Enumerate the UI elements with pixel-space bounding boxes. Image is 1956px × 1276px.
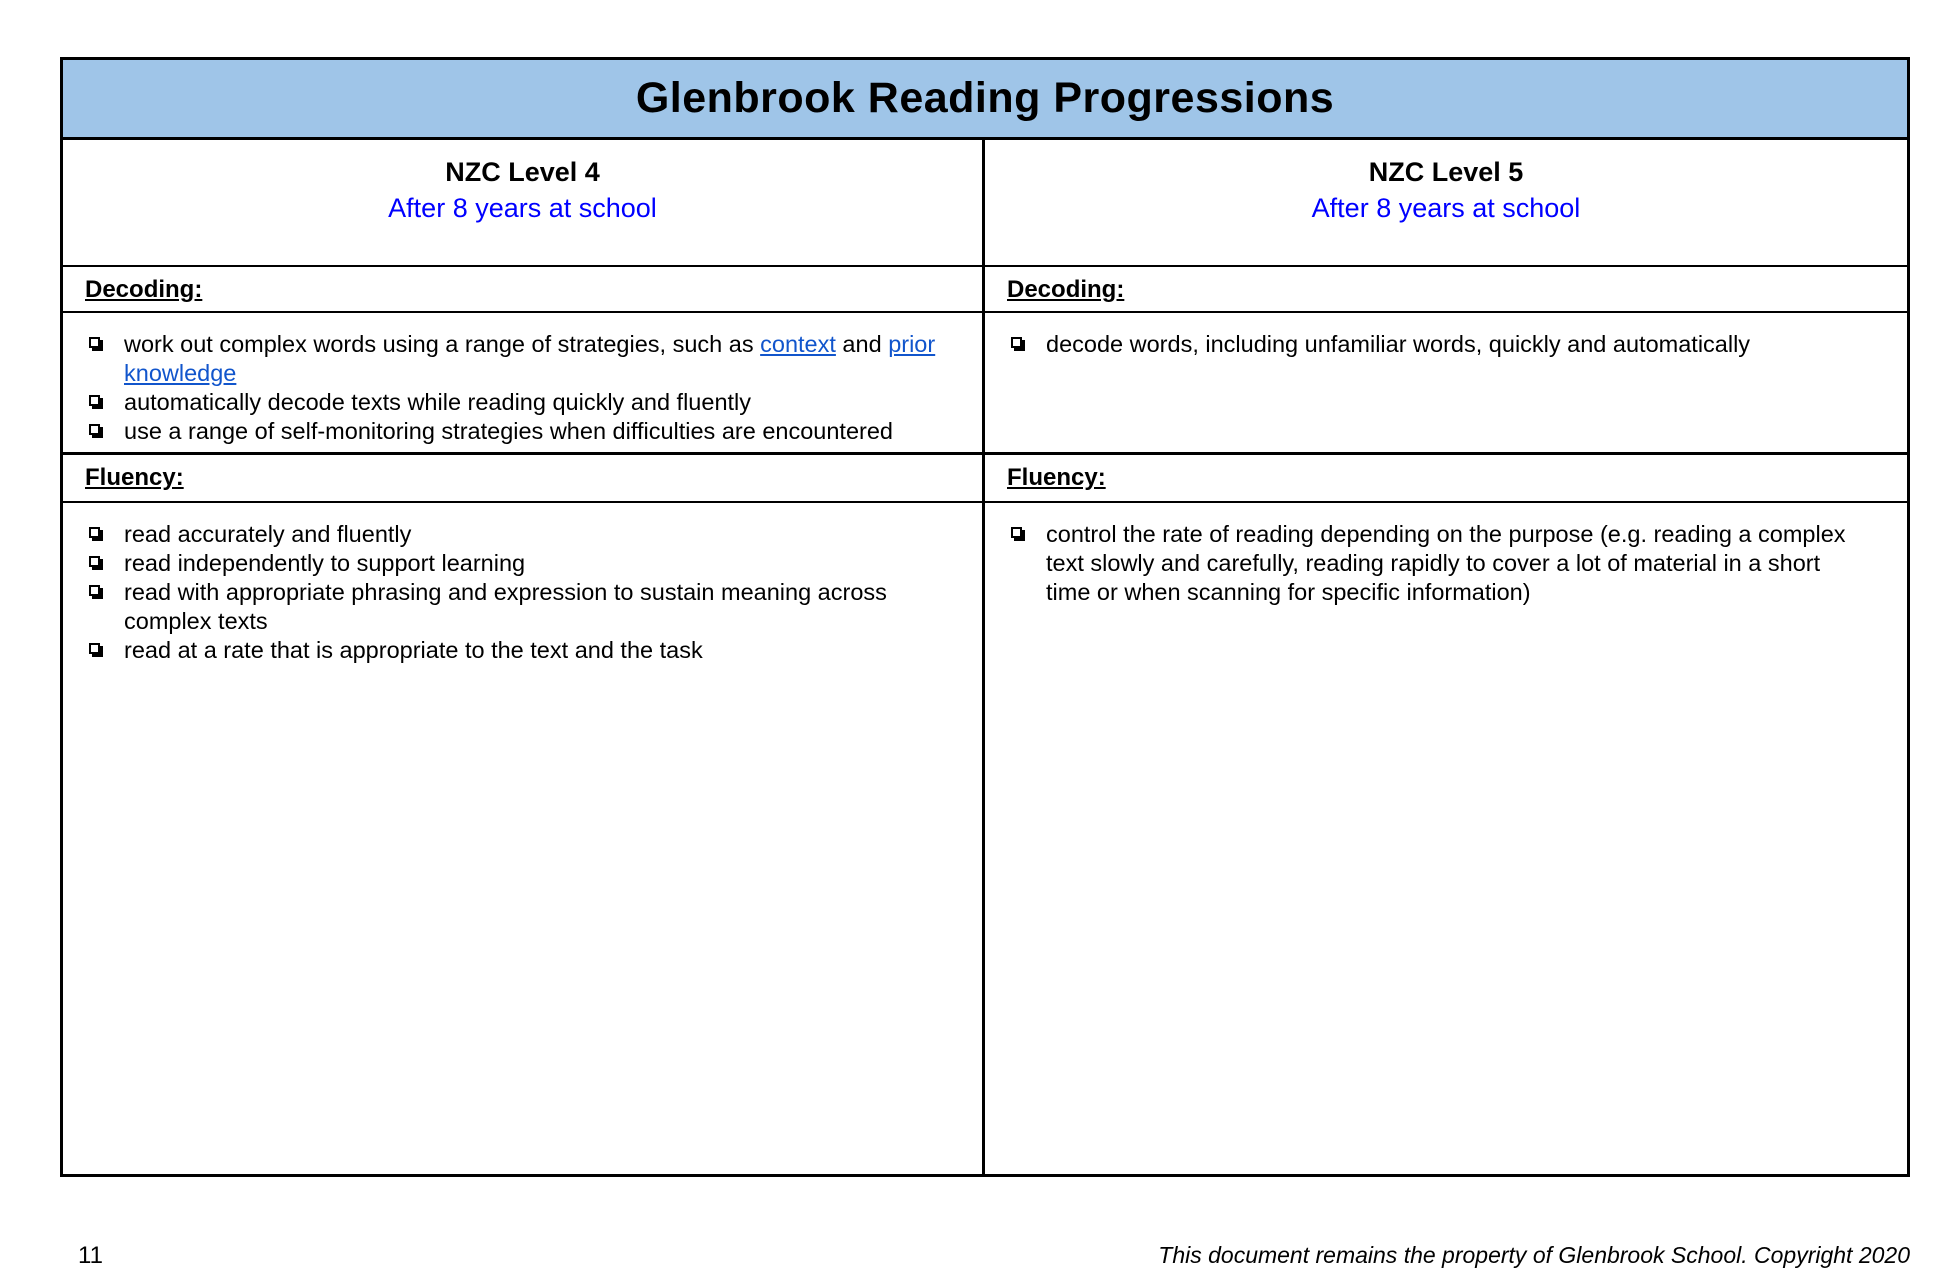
checklist-item-text: read with appropriate phrasing and expression to sustain meaning across complex texts <box>124 579 887 634</box>
level-4-header-cell <box>63 140 985 265</box>
checklist-item <box>87 520 946 549</box>
checklist-item-text: control the rate of reading depending on the purpose (e.g. reading a complex text slowly and carefully, reading rapidly to cover a lot of material in a short time or when scanning for specific information) <box>1046 521 1846 605</box>
checklist-item-text: read independently to support learning <box>124 550 526 576</box>
checklist-item <box>87 549 946 578</box>
page-number: 11 <box>78 1242 103 1269</box>
fluency-heading-row <box>63 455 1907 503</box>
copyright-notice: This document remains the property of Glenbrook School. Copyright 2020 <box>1158 1242 1910 1268</box>
checkbox-bullet-icon <box>1011 337 1022 348</box>
checklist-item <box>87 636 946 665</box>
checkbox-bullet-icon <box>1011 527 1022 538</box>
fluency-heading: Fluency: <box>1007 464 1106 491</box>
level-4-subtitle: After 8 years at school <box>388 193 657 223</box>
level-5-title: NZC Level 5 <box>1368 157 1524 187</box>
reading-progressions-table <box>60 57 1910 1177</box>
fluency-heading: Fluency: <box>85 464 184 491</box>
level-5-subtitle: After 8 years at school <box>1311 193 1581 223</box>
hyperlink[interactable]: prior knowledge <box>124 331 936 386</box>
decoding-heading-cell-level-4 <box>63 267 985 311</box>
checklist-item-text: read at a rate that is appropriate to the text and the task <box>124 637 703 663</box>
checkbox-bullet-icon <box>89 643 100 654</box>
checkbox-bullet-icon <box>89 527 100 538</box>
page-title: Glenbrook Reading Progressions <box>635 74 1335 122</box>
decoding-content-row <box>63 313 1907 455</box>
checklist-item-text: automatically decode texts while reading quickly and fluently <box>124 389 752 415</box>
checklist-item <box>1009 330 1871 359</box>
fluency-content-row <box>63 503 1907 1174</box>
fluency-content-level-5 <box>985 503 1907 1174</box>
level-5-header-cell <box>985 140 1907 265</box>
decoding-heading-row <box>63 267 1907 313</box>
checkbox-bullet-icon <box>89 556 100 567</box>
checkbox-bullet-icon <box>89 395 100 406</box>
checkbox-bullet-icon <box>89 585 100 596</box>
page-footer <box>0 1242 1956 1270</box>
checklist-item <box>87 578 946 636</box>
level-header-row <box>63 140 1907 267</box>
checklist-item-text: use a range of self-monitoring strategies when difficulties are encountered <box>124 418 893 444</box>
level-4-title: NZC Level 4 <box>445 157 600 187</box>
decoding-content-level-4 <box>63 313 985 452</box>
fluency-checklist-level-5 <box>1009 520 1871 607</box>
checklist-item <box>87 388 946 417</box>
checklist-item-text: work out complex words using a range of strategies, such as context and prior knowledge <box>124 331 936 386</box>
decoding-heading: Decoding: <box>85 276 203 303</box>
fluency-heading-cell-level-5 <box>985 455 1907 501</box>
checkbox-bullet-icon <box>89 337 100 348</box>
decoding-content-level-5 <box>985 313 1907 452</box>
decoding-heading: Decoding: <box>1007 276 1125 303</box>
decoding-heading-cell-level-5 <box>985 267 1907 311</box>
checklist-item-text: decode words, including unfamiliar words, quickly and automatically <box>1046 331 1751 357</box>
fluency-heading-cell-level-4 <box>63 455 985 501</box>
decoding-checklist-level-4 <box>87 330 946 446</box>
checklist-item <box>87 330 946 388</box>
decoding-checklist-level-5 <box>1009 330 1871 359</box>
checkbox-bullet-icon <box>89 424 100 435</box>
table-title-row <box>63 60 1907 140</box>
fluency-checklist-level-4 <box>87 520 946 665</box>
checklist-item <box>1009 520 1871 607</box>
checklist-item <box>87 417 946 446</box>
hyperlink[interactable]: context <box>760 331 836 357</box>
checklist-item-text: read accurately and fluently <box>124 521 412 547</box>
fluency-content-level-4 <box>63 503 985 1174</box>
